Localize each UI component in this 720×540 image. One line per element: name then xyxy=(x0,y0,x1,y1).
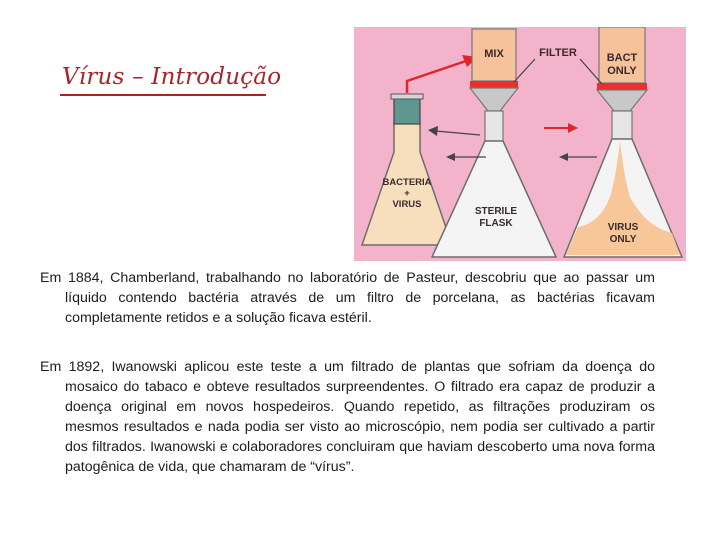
paragraph-iwanowski: Em 1892, Iwanowski aplicou este teste a um filtrado de plantas que sofriam da doença do mosaico do tabaco e obteve resultados surpreendentes. O filtrado era capaz de produzir a doença original em novos hospedeiros. Quando repetido, as filtrações produziram os mesmos resultados e nada podia ser visto ao microscópio, nem podia ser cultivado a partir dos filtrados. Iwanowski e colaboradores concluiram que haviam descoberto uma nova forma patogênica de vida, que chamaram de “vírus”. xyxy=(40,359,655,475)
filtration-diagram xyxy=(354,27,686,261)
label-filter: FILTER xyxy=(539,47,577,59)
label-virus-right: VIRUS xyxy=(607,222,639,233)
title-underline xyxy=(60,94,266,96)
slide-title: Vírus – Introdução xyxy=(62,64,282,90)
label-plus: + xyxy=(404,188,410,199)
label-bact: BACT xyxy=(606,52,638,64)
label-only-top: ONLY xyxy=(607,65,637,77)
label-only-bottom: ONLY xyxy=(609,234,637,245)
label-virus-left: VIRUS xyxy=(392,199,422,210)
label-mix: MIX xyxy=(484,48,504,60)
label-sterile: STERILE xyxy=(474,206,518,217)
label-flask: FLASK xyxy=(479,218,513,229)
label-bacteria: BACTERIA xyxy=(382,177,432,188)
paragraph-chamberland: Em 1884, Chamberland, trabalhando no laboratório de Pasteur, descobriu que ao passar um líquido contendo bactéria através de um filtro de porcelana, as bactérias ficavam completamente retidos e a solução ficava estéril. xyxy=(40,270,655,326)
bact-only-funnel xyxy=(597,27,647,111)
